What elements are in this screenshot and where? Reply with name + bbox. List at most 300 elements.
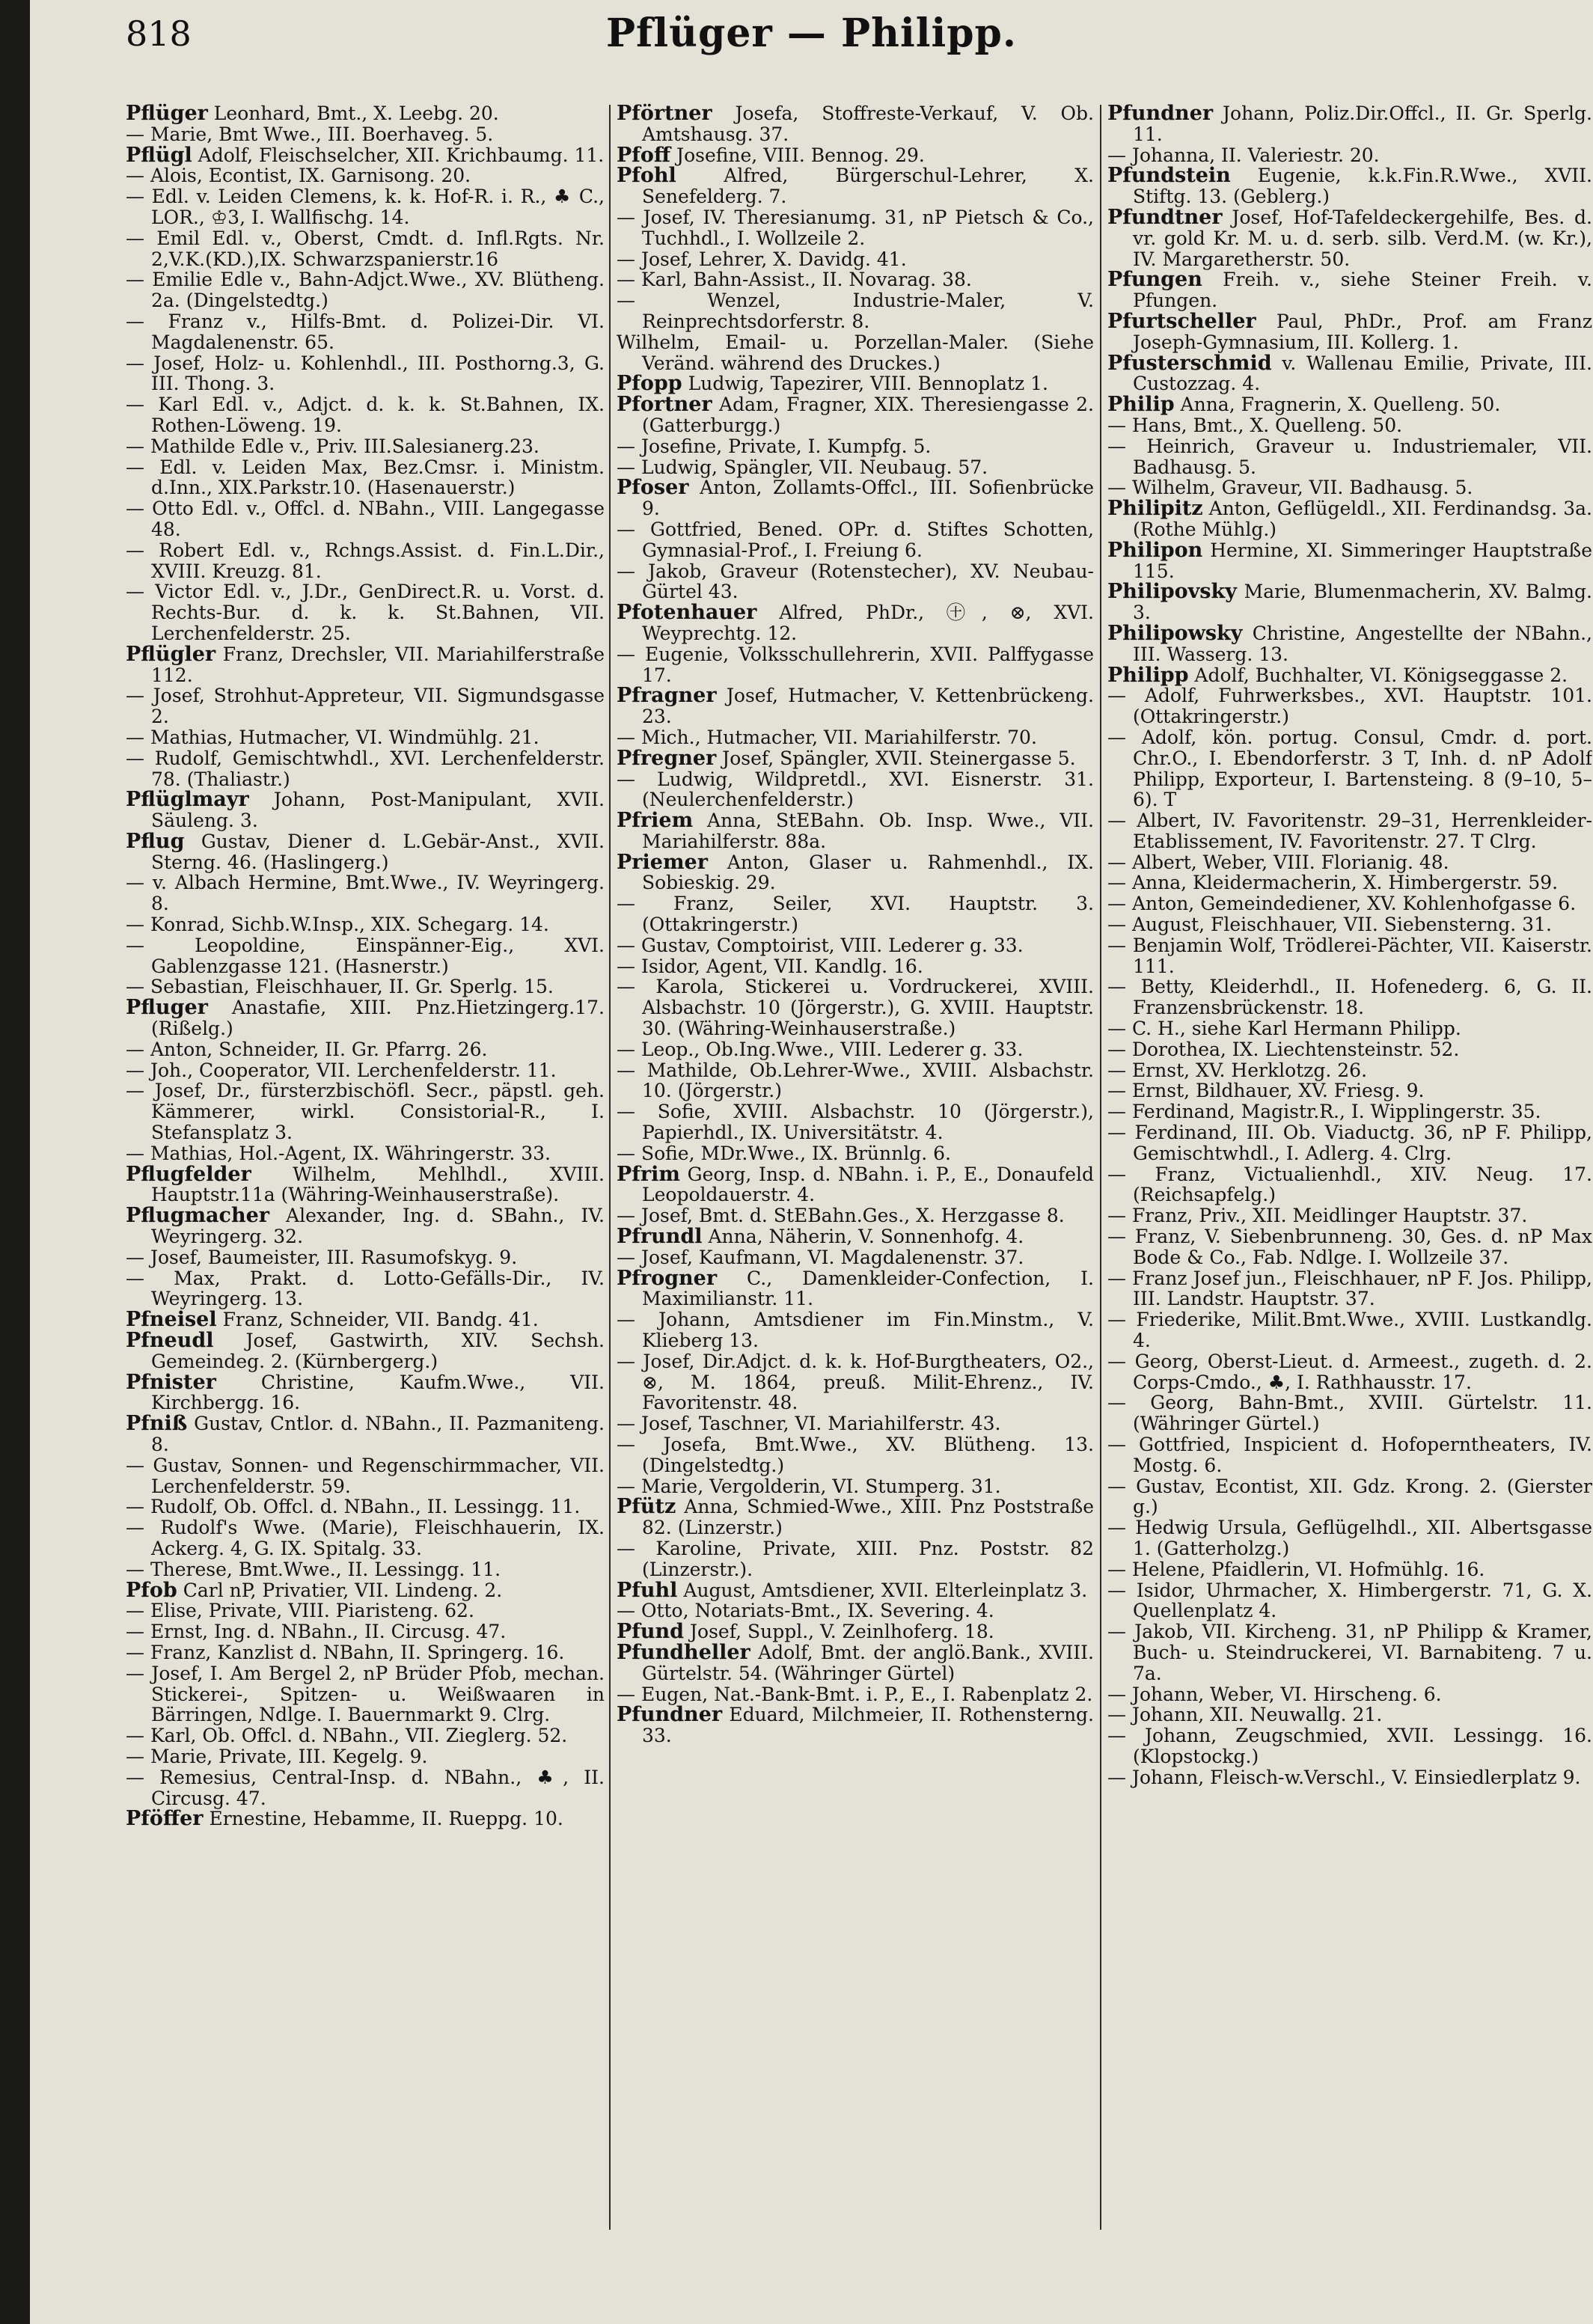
entry-details: v. Wallenau Emilie, Private, III. Custozzag. 4. bbox=[1133, 352, 1592, 395]
entry-details: — Leopoldine, Einspänner-Eig., XVI. Gablenzgasse 121. (Hasnerstr.) bbox=[126, 934, 605, 977]
entry-details: Josef, Hof-Tafeldeckergehilfe, Bes. d. vr. gold Kr. M. u. d. serb. silb. Verd.M. (w. Kr.), IV. Margaretherstr. 50. bbox=[1133, 206, 1592, 270]
directory-entry bbox=[1107, 1268, 1592, 1310]
directory-entry bbox=[126, 581, 605, 643]
entry-details: — Josef, IV. Theresianumg. 31, nP Pietsch & Co., Tuchhdl., I. Wollzeile 2. bbox=[617, 206, 1094, 249]
entry-details: — Jakob, Graveur (Rotenstecher), XV. Neubau-Gürtel 43. bbox=[617, 560, 1094, 603]
entry-surname: Pfneisel bbox=[126, 1308, 217, 1332]
directory-entry bbox=[617, 1538, 1094, 1580]
directory-entry bbox=[617, 1600, 1094, 1621]
entry-surname: Pfortner bbox=[617, 393, 712, 417]
directory-page bbox=[30, 0, 1593, 2324]
entry-surname: Pfrundl bbox=[617, 1225, 703, 1249]
entry-details: C., Damenkleider-Confection, I. Maximilianstr. 11. bbox=[642, 1267, 1094, 1310]
directory-entry bbox=[617, 1268, 1094, 1310]
entry-details: Eugenie, k.k.Fin.R.Wwe., XVII. Stiftg. 13. (Geblerg.) bbox=[1133, 165, 1592, 208]
entry-details: — Franz, V. Siebenbrunneng. 30, Ges. d. nP Max Bode & Co., Fab. Ndlge. I. Wollzeile 37. bbox=[1107, 1226, 1592, 1268]
entry-details: — Josef, Lehrer, X. Davidg. 41. bbox=[617, 248, 907, 270]
column-3 bbox=[1107, 103, 1592, 2311]
directory-entry bbox=[1107, 145, 1592, 166]
entry-details: — Friederike, Milit.Bmt.Wwe., XVIII. Lustkandlg. 4. bbox=[1107, 1309, 1592, 1352]
entry-details: — Eugen, Nat.-Bank-Bmt. i. P., E., I. Rabenplatz 2. bbox=[617, 1683, 1093, 1705]
directory-entry bbox=[617, 1642, 1094, 1684]
entry-details: — Max, Prakt. d. Lotto-Gefälls-Dir., IV. Weyringerg. 13. bbox=[126, 1267, 605, 1310]
directory-entry bbox=[126, 1413, 605, 1455]
entry-details: — Johann, Zeugschmied, XVII. Lessingg. 16. (Klopstockg.) bbox=[1107, 1725, 1592, 1767]
entry-surname: Pfniß bbox=[126, 1412, 188, 1436]
entry-details: — Karl, Ob. Offcl. d. NBahn., VII. Zieglerg. 52. bbox=[126, 1725, 568, 1747]
entry-details: — Otto, Notariats-Bmt., IX. Severing. 4. bbox=[617, 1600, 994, 1622]
entry-details: — Karoline, Private, XIII. Pnz. Poststr. 82 (Linzerstr.). bbox=[617, 1537, 1094, 1580]
directory-entry bbox=[1107, 665, 1592, 686]
entry-details: — Gustav, Comptoirist, VIII. Lederer g. 33. bbox=[617, 934, 1024, 956]
entry-surname: Philipovsky bbox=[1107, 580, 1237, 604]
entry-details: — Isidor, Uhrmacher, X. Himbergerstr. 71, G. X. Quellenplatz 4. bbox=[1107, 1579, 1592, 1622]
directory-entry bbox=[126, 1330, 605, 1372]
directory-entry bbox=[1107, 353, 1592, 395]
directory-entry bbox=[1107, 1351, 1592, 1393]
directory-entry bbox=[1107, 1621, 1592, 1684]
directory-entry bbox=[126, 394, 605, 436]
directory-entry bbox=[126, 1559, 605, 1580]
directory-entry bbox=[126, 1455, 605, 1497]
entry-details: — Leop., Ob.Ing.Wwe., VIII. Lederer g. 33. bbox=[617, 1038, 1024, 1060]
directory-entry bbox=[126, 103, 605, 124]
directory-entry bbox=[126, 311, 605, 353]
directory-entry bbox=[617, 207, 1094, 249]
entry-details: Adolf, Bmt. der anglö.Bank., XVIII. Gürtelstr. 54. (Währinger Gürtel) bbox=[642, 1641, 1094, 1684]
directory-entry bbox=[126, 1039, 605, 1060]
directory-entry bbox=[126, 831, 605, 873]
entry-details: Josef, Spängler, XVII. Steinergasse 5. bbox=[716, 747, 1076, 769]
entry-surname: Philipon bbox=[1107, 538, 1203, 562]
entry-details: — Josef, Taschner, VI. Mariahilferstr. 43. bbox=[617, 1413, 1001, 1435]
directory-entry bbox=[126, 748, 605, 790]
directory-entry bbox=[126, 186, 605, 228]
entry-surname: Pfund bbox=[617, 1620, 685, 1644]
entry-details: — Emilie Edle v., Bahn-Adjct.Wwe., XV. Blütheng. 2a. (Dingelstedtg.) bbox=[126, 269, 605, 312]
directory-entry bbox=[126, 685, 605, 727]
entry-surname: Pflüglmayr bbox=[126, 788, 249, 812]
directory-entry bbox=[617, 249, 1094, 270]
entry-details: Alfred, PhDr., ㊉, ⊗, XVI. Weyprechtg. 12. bbox=[642, 602, 1094, 644]
entry-details: Josef, Gastwirth, XIV. Sechsh. Gemeindeg. 2. (Kürnbergerg.) bbox=[151, 1330, 605, 1372]
entry-details: — Franz, Seiler, XVI. Hauptstr. 3. (Ottakringerstr.) bbox=[617, 893, 1094, 936]
entry-surname: Pfundstein bbox=[1107, 164, 1231, 188]
entry-details: — Anna, Kleidermacherin, X. Himbergerstr. 59. bbox=[1107, 872, 1559, 894]
entry-details: August, Amtsdiener, XVII. Elterleinplatz 3. bbox=[677, 1579, 1088, 1601]
entry-details: Gustav, Diener d. L.Gebär-Anst., XVII. Sterng. 46. (Haslingerg.) bbox=[151, 830, 605, 873]
entry-details: — Gustav, Econtist, XII. Gdz. Krong. 2. (Gierster g.) bbox=[1107, 1475, 1592, 1518]
entry-details: — Jakob, VII. Kircheng. 31, nP Philipp & Kramer, Buch- u. Steindruckerei, VI. Barnabiteng. 7 u. 7a. bbox=[1107, 1621, 1592, 1684]
directory-entry bbox=[126, 353, 605, 395]
entry-details: Adolf, Fleischselcher, XII. Krichbaumg. 11. bbox=[192, 144, 605, 166]
entry-details: Ernestine, Hebamme, II. Rueppg. 10. bbox=[203, 1808, 563, 1830]
entry-surname: Pförtner bbox=[617, 103, 712, 125]
entry-details: Eduard, Milchmeier, II. Rothensterng. 33. bbox=[642, 1704, 1094, 1747]
entry-surname: Pfoff bbox=[617, 143, 671, 167]
entry-details: — August, Fleischhauer, VII. Siebensterng. 31. bbox=[1107, 914, 1552, 936]
entry-surname: Pfohl bbox=[617, 164, 676, 188]
entry-details: — Mathilde, Ob.Lehrer-Wwe., XVIII. Alsbachstr. 10. (Jörgerstr.) bbox=[617, 1059, 1094, 1102]
entry-details: — Alois, Econtist, IX. Garnisong. 20. bbox=[126, 165, 471, 187]
directory-entry bbox=[617, 1205, 1094, 1226]
entry-details: — Josefine, Private, I. Kumpfg. 5. bbox=[617, 435, 932, 457]
entry-details: — Karl Edl. v., Adjct. d. k. k. St.Bahnen, IX. Rothen-Löweng. 19. bbox=[126, 394, 605, 436]
directory-entry bbox=[1107, 976, 1592, 1018]
directory-entry bbox=[617, 810, 1094, 852]
directory-entry bbox=[126, 1496, 605, 1517]
directory-entry bbox=[126, 789, 605, 831]
directory-entry bbox=[617, 1226, 1094, 1247]
entry-surname: Pfopp bbox=[617, 372, 682, 396]
directory-entry bbox=[126, 269, 605, 311]
column-rule bbox=[609, 105, 611, 2230]
directory-entry bbox=[126, 498, 605, 540]
directory-entry bbox=[1107, 103, 1592, 145]
directory-entry bbox=[617, 644, 1094, 686]
entry-surname: Pfneudl bbox=[126, 1329, 214, 1353]
entry-details: — Konrad, Sichb.W.Insp., XIX. Schegarg. 14. bbox=[126, 914, 549, 936]
entry-details: — Hedwig Ursula, Geflügelhdl., XII. Albertsgasse 1. (Gatterholzg.) bbox=[1107, 1517, 1592, 1559]
directory-entry bbox=[126, 124, 605, 145]
directory-entry bbox=[126, 1517, 605, 1559]
entry-details: Adolf, Buchhalter, VI. Königseggasse 2. bbox=[1188, 664, 1568, 686]
directory-entry bbox=[617, 373, 1094, 394]
entry-details: Franz, Drechsler, VII. Mariahilferstraße 112. bbox=[151, 643, 605, 686]
entry-details: — Franz, Victualienhdl., XIV. Neug. 17. (Reichsapfelg.) bbox=[1107, 1163, 1592, 1206]
entry-details: Josefa, Stoffreste-Verkauf, V. Ob. Amtshausg. 37. bbox=[642, 103, 1094, 145]
entry-details: Freih. v., siehe Steiner Freih. v. Pfungen. bbox=[1133, 269, 1592, 312]
entry-details: Wilhelm, Email- u. Porzellan-Maler. (Siehe Veränd. während des Druckes.) bbox=[617, 331, 1094, 374]
entry-details: — Ferdinand, III. Ob. Viaductg. 36, nP F. Philipp, Gemischtwhdl., I. Adlerg. 4. Clrg. bbox=[1107, 1122, 1592, 1164]
directory-entry bbox=[617, 145, 1094, 166]
directory-entry bbox=[617, 103, 1094, 145]
directory-entry bbox=[1107, 1226, 1592, 1268]
entry-surname: Pflug bbox=[126, 829, 185, 853]
entry-details: — Wilhelm, Graveur, VII. Badhausg. 5. bbox=[1107, 477, 1473, 499]
entry-surname: Pfriem bbox=[617, 809, 694, 833]
entry-details: Anton, Zollamts-Offcl., III. Sofienbrücke 9. bbox=[642, 477, 1094, 520]
entry-details: — Robert Edl. v., Rchngs.Assist. d. Fin.L.Dir., XVIII. Kreuzg. 81. bbox=[126, 539, 605, 582]
directory-entry bbox=[1107, 1060, 1592, 1081]
directory-entry bbox=[126, 914, 605, 935]
directory-entry bbox=[1107, 1476, 1592, 1518]
entry-details: Josef, Hutmacher, V. Kettenbrückeng. 23. bbox=[642, 685, 1094, 728]
entry-details: — Otto Edl. v., Offcl. d. NBahn., VIII. Langegasse 48. bbox=[126, 498, 605, 540]
directory-entry bbox=[617, 457, 1094, 478]
entry-details: — Franz v., Hilfs-Bmt. d. Polizei-Dir. VI. Magdalenenstr. 65. bbox=[126, 310, 605, 353]
entry-details: — Albert, IV. Favoritenstr. 29–31, Herrenkleider-Etablissement, IV. Favoritenstr. 27. T Clrg. bbox=[1107, 810, 1592, 852]
entry-surname: Philipitz bbox=[1107, 497, 1203, 521]
entry-details: — Johann, Weber, VI. Hirscheng. 6. bbox=[1107, 1683, 1442, 1705]
entry-details: — Therese, Bmt.Wwe., II. Lessingg. 11. bbox=[126, 1558, 501, 1580]
directory-entry bbox=[617, 561, 1094, 603]
directory-entry bbox=[126, 1663, 605, 1725]
entry-details: — Joh., Cooperator, VII. Lerchenfelderstr. 11. bbox=[126, 1059, 557, 1081]
entry-details: — Josef, I. Am Bergel 2, nP Brüder Pfob, mechan. Stickerei-, Spitzen- u. Weißwaaren in Bärringen, Ndlge. I. Bauernmarkt 9. Clrg. bbox=[126, 1662, 605, 1726]
directory-entry bbox=[617, 1164, 1094, 1206]
entry-details: — Heinrich, Graveur u. Industriemaler, VII. Badhausg. 5. bbox=[1107, 435, 1592, 478]
entry-details: Carl nP, Privatier, VII. Lindeng. 2. bbox=[177, 1579, 503, 1601]
entry-details: — Franz Josef jun., Fleischhauer, nP F. Jos. Philipp, III. Landstr. Hauptstr. 37. bbox=[1107, 1267, 1592, 1310]
directory-entry bbox=[617, 394, 1094, 436]
entry-details: — Ferdinand, Magistr.R., I. Wipplingerstr. 35. bbox=[1107, 1101, 1541, 1123]
directory-entry bbox=[1107, 852, 1592, 873]
entry-details: — Helene, Pfaidlerin, VI. Hofmühlg. 16. bbox=[1107, 1558, 1485, 1580]
directory-entry bbox=[1107, 207, 1592, 269]
directory-entry bbox=[617, 1039, 1094, 1060]
directory-entry bbox=[126, 1808, 605, 1829]
entry-details: — Wenzel, Industrie-Maler, V. Reinprechtsdorferstr. 8. bbox=[617, 290, 1094, 332]
directory-entry bbox=[617, 1060, 1094, 1102]
entry-details: — Franz, Priv., XII. Meidlinger Hauptstr. 37. bbox=[1107, 1205, 1528, 1227]
directory-entry bbox=[126, 1164, 605, 1206]
directory-entry bbox=[617, 1621, 1094, 1642]
entry-details: — Karl, Bahn-Assist., II. Novarag. 38. bbox=[617, 269, 972, 291]
entry-details: — Gustav, Sonnen- und Regenschirmmacher, VII. Lerchenfelderstr. 59. bbox=[126, 1454, 605, 1497]
entry-details: — Remesius, Central-Insp. d. NBahn., ♣, II. Circusg. 47. bbox=[126, 1766, 605, 1809]
directory-entry bbox=[1107, 1039, 1592, 1060]
directory-entry bbox=[1107, 581, 1592, 623]
entry-details: Anton, Glaser u. Rahmenhdl., IX. Sobieskig. 29. bbox=[642, 851, 1094, 894]
directory-entry bbox=[126, 1600, 605, 1621]
entry-details: — Emil Edl. v., Oberst, Cmdt. d. Infl.Rgts. Nr. 2,V.K.(KD.),IX. Schwarzspanierstr.16 bbox=[126, 227, 605, 270]
directory-entry bbox=[1107, 394, 1592, 415]
entry-details: Johann, Poliz.Dir.Offcl., II. Gr. Sperlg. 11. bbox=[1133, 103, 1592, 145]
directory-entry bbox=[1107, 685, 1592, 727]
directory-entry bbox=[126, 1767, 605, 1809]
entry-surname: Pfundner bbox=[1107, 103, 1214, 125]
directory-entry bbox=[1107, 1725, 1592, 1767]
directory-entry bbox=[617, 602, 1094, 644]
entry-details: — Josefa, Bmt.Wwe., XV. Blütheng. 13. (Dingelstedtg.) bbox=[617, 1434, 1094, 1476]
entry-details: — Josef, Dir.Adjct. d. k. k. Hof-Burgtheaters, O2., ⊗, M. 1864, preuß. Milit-Ehrenz., IV. Favoritenstr. 48. bbox=[617, 1350, 1094, 1414]
directory-entry bbox=[1107, 1080, 1592, 1101]
entry-surname: Pflugfelder bbox=[126, 1162, 251, 1186]
entry-surname: Pfob bbox=[126, 1578, 177, 1602]
entry-surname: Pfundtner bbox=[1107, 205, 1223, 229]
directory-entry bbox=[1107, 914, 1592, 935]
entry-surname: Philipowsky bbox=[1107, 621, 1243, 645]
directory-entry bbox=[1107, 498, 1592, 540]
entry-details: — Anton, Gemeindediener, XV. Kohlenhofgasse 6. bbox=[1107, 893, 1577, 915]
entry-details: Marie, Blumenmacherin, XV. Balmg. 3. bbox=[1133, 581, 1592, 624]
directory-entry bbox=[126, 165, 605, 186]
page-number: 818 bbox=[126, 13, 192, 54]
entry-details: — Ludwig, Spängler, VII. Neubaug. 57. bbox=[617, 456, 988, 478]
directory-entry bbox=[126, 228, 605, 270]
entry-surname: Pfungen bbox=[1107, 268, 1202, 292]
entry-details: Christine, Angestellte der NBahn., III. Wasserg. 13. bbox=[1133, 622, 1592, 665]
directory-entry bbox=[1107, 623, 1592, 665]
entry-details: — Mathias, Hutmacher, VI. Windmühlg. 21. bbox=[126, 726, 539, 748]
entry-details: Christine, Kaufm.Wwe., VII. Kirchbergg. 16. bbox=[151, 1371, 605, 1414]
directory-entry bbox=[1107, 1684, 1592, 1705]
directory-entry bbox=[1107, 311, 1592, 353]
entry-details: Anton, Geflügeldl., XII. Ferdinandsg. 3a. (Rothe Mühlg.) bbox=[1133, 498, 1592, 540]
entry-details: — Gottfried, Bened. OPr. d. Stiftes Schotten, Gymnasial-Prof., I. Freiung 6. bbox=[617, 518, 1094, 561]
directory-entry bbox=[1107, 1559, 1592, 1580]
entry-surname: Pfotenhauer bbox=[617, 601, 757, 625]
entry-details: — Johanna, II. Valeriestr. 20. bbox=[1107, 144, 1380, 166]
entry-details: — Mathias, Hol.-Agent, IX. Währingerstr. 33. bbox=[126, 1142, 551, 1164]
entry-details: — Josef, Kaufmann, VI. Magdalenenstr. 37. bbox=[617, 1246, 1024, 1268]
entry-details: Adam, Fragner, XIX. Theresiengasse 2. (Gatterburgg.) bbox=[642, 394, 1094, 436]
entry-details: — Mich., Hutmacher, VII. Mariahilferstr. 70. bbox=[617, 726, 1037, 748]
entry-surname: Pfurtscheller bbox=[1107, 309, 1256, 333]
entry-details: — Sebastian, Fleischhauer, II. Gr. Sperlg. 15. bbox=[126, 976, 554, 998]
entry-surname: Pfluger bbox=[126, 996, 208, 1020]
directory-entry bbox=[1107, 1101, 1592, 1122]
directory-entry bbox=[617, 1247, 1094, 1268]
directory-entry bbox=[617, 332, 1094, 374]
directory-entry bbox=[126, 1580, 605, 1601]
directory-entry bbox=[617, 1580, 1094, 1601]
entry-details: — Isidor, Agent, VII. Kandlg. 16. bbox=[617, 955, 923, 977]
entry-details: Anna, StEBahn. Ob. Insp. Wwe., VII. Mariahilferstr. 88a. bbox=[642, 810, 1094, 852]
entry-details: — Dorothea, IX. Liechtensteinstr. 52. bbox=[1107, 1038, 1460, 1060]
directory-entry bbox=[1107, 1122, 1592, 1164]
column-2 bbox=[617, 103, 1094, 2311]
directory-entry bbox=[126, 1143, 605, 1164]
entry-surname: Pflügler bbox=[126, 642, 216, 666]
directory-entry bbox=[617, 935, 1094, 956]
entry-details: — Victor Edl. v., J.Dr., GenDirect.R. u. Vorst. d. Rechts-Bur. d. k. k. St.Bahnen, VII. Lerchenfelderstr. 25. bbox=[126, 581, 605, 644]
directory-entry bbox=[1107, 1704, 1592, 1725]
entry-details: Alexander, Ing. d. SBahn., IV. Weyringerg. 32. bbox=[151, 1205, 605, 1248]
entry-details: — Marie, Private, III. Kegelg. 9. bbox=[126, 1745, 428, 1767]
entry-details: Paul, PhDr., Prof. am Franz Joseph-Gymnasium, III. Kollerg. 1. bbox=[1133, 310, 1592, 353]
directory-entry bbox=[617, 727, 1094, 748]
entry-details: — Anton, Schneider, II. Gr. Pfarrg. 26. bbox=[126, 1038, 488, 1060]
directory-entry bbox=[126, 457, 605, 499]
entry-surname: Pflügl bbox=[126, 143, 192, 167]
entry-details: — Betty, Kleiderhdl., II. Hofenederg. 6, G. II. Franzensbrückenstr. 18. bbox=[1107, 976, 1592, 1019]
directory-entry bbox=[126, 1642, 605, 1663]
directory-entry bbox=[617, 290, 1094, 332]
directory-entry bbox=[126, 935, 605, 977]
entry-details: — Marie, Bmt Wwe., III. Boerhaveg. 5. bbox=[126, 123, 494, 145]
entry-details: — Rudolf's Wwe. (Marie), Fleischhauerin, IX. Ackerg. 4, G. IX. Spitalg. 33. bbox=[126, 1517, 605, 1559]
entry-surname: Philipp bbox=[1107, 663, 1189, 687]
directory-entry bbox=[1107, 893, 1592, 914]
directory-entry bbox=[617, 165, 1094, 207]
entry-details: Franz, Schneider, VII. Bandg. 41. bbox=[216, 1309, 539, 1331]
directory-entry bbox=[617, 1496, 1094, 1538]
entry-details: Hermine, XI. Simmeringer Hauptstraße 115. bbox=[1133, 539, 1592, 582]
directory-entry bbox=[1107, 872, 1592, 893]
entry-surname: Pfnister bbox=[126, 1370, 216, 1394]
entry-surname: Pföffer bbox=[126, 1807, 204, 1831]
directory-entry bbox=[617, 1309, 1094, 1351]
directory-entry bbox=[1107, 1434, 1592, 1476]
directory-entry bbox=[126, 976, 605, 997]
entry-surname: Philip bbox=[1107, 393, 1175, 417]
entry-details: — Karola, Stickerei u. Vordruckerei, XVIII. Alsbachstr. 10 (Jörgerstr.), G. XVIII. Hauptstr. 30. (Währing-Weinhauserstraße.) bbox=[617, 976, 1094, 1040]
entry-details: Johann, Post-Manipulant, XVII. Säuleng. 3. bbox=[151, 789, 605, 832]
directory-entry bbox=[1107, 1580, 1592, 1622]
directory-entry bbox=[126, 644, 605, 686]
entry-surname: Pfrogner bbox=[617, 1266, 718, 1290]
directory-entry bbox=[126, 1268, 605, 1310]
entry-details: — Benjamin Wolf, Trödlerei-Pächter, VII. Kaiserstr. 111. bbox=[1107, 934, 1592, 977]
directory-entry bbox=[617, 769, 1094, 811]
entry-details: — Josef, Bmt. d. StEBahn.Ges., X. Herzgasse 8. bbox=[617, 1205, 1065, 1227]
entry-details: — Rudolf, Gemischtwhdl., XVI. Lerchenfelderstr. 78. (Thaliastr.) bbox=[126, 747, 605, 790]
directory-entry bbox=[617, 1684, 1094, 1705]
entry-details: — Ludwig, Wildpretdl., XVI. Eisnerstr. 31. (Neulerchenfelderstr.) bbox=[617, 768, 1094, 811]
entry-details: Anna, Näherin, V. Sonnenhofg. 4. bbox=[702, 1226, 1024, 1248]
directory-entry bbox=[1107, 1018, 1592, 1039]
directory-entry bbox=[1107, 810, 1592, 852]
entry-details: — Ernst, Bildhauer, XV. Friesg. 9. bbox=[1107, 1080, 1425, 1102]
directory-entry bbox=[617, 748, 1094, 769]
directory-entry bbox=[1107, 269, 1592, 311]
entry-details: — Ernst, XV. Herklotzg. 26. bbox=[1107, 1059, 1368, 1081]
directory-entry bbox=[126, 1080, 605, 1143]
column-1 bbox=[126, 103, 605, 2311]
entry-details: — Gottfried, Inspicient d. Hofoperntheaters, IV. Mostg. 6. bbox=[1107, 1434, 1592, 1476]
directory-entry bbox=[126, 1725, 605, 1746]
entry-surname: Pfoser bbox=[617, 476, 689, 500]
entry-surname: Pfütz bbox=[617, 1495, 676, 1519]
entry-details: — Mathilde Edle v., Priv. III.Salesianerg.23. bbox=[126, 435, 539, 457]
column-rule bbox=[1100, 105, 1101, 2230]
directory-entry bbox=[1107, 415, 1592, 436]
entry-details: Wilhelm, Mehlhdl., XVIII. Hauptstr.11a (Währing-Weinhauserstraße). bbox=[151, 1163, 605, 1206]
entry-details: — Johann, Amtsdiener im Fin.Minstm., V. Klieberg 13. bbox=[617, 1309, 1094, 1352]
directory-entry bbox=[1107, 540, 1592, 582]
directory-entry bbox=[126, 727, 605, 748]
entry-details: — Franz, Kanzlist d. NBahn, II. Springerg. 16. bbox=[126, 1641, 565, 1663]
directory-entry bbox=[1107, 165, 1592, 207]
entry-surname: Pfusterschmid bbox=[1107, 351, 1272, 375]
entry-details: — Josef, Dr., fürsterzbischöfl. Secr., päpstl. geh. Kämmerer, wirkl. Consistorial-R., I. Stefansplatz 3. bbox=[126, 1080, 605, 1144]
entry-details: — Edl. v. Leiden Max, Bez.Cmsr. i. Ministm. d.Inn., XIX.Parkstr.10. (Hasenauerstr.) bbox=[126, 456, 605, 499]
entry-surname: Pfuhl bbox=[617, 1578, 678, 1602]
entry-details: — Albert, Weber, VIII. Florianig. 48. bbox=[1107, 851, 1449, 873]
entry-details: Anna, Fragnerin, X. Quelleng. 50. bbox=[1174, 394, 1501, 416]
entry-details: — Josef, Holz- u. Kohlenhdl., III. Posthorng.3, G. III. Thong. 3. bbox=[126, 352, 605, 395]
directory-entry bbox=[126, 1060, 605, 1081]
entry-details: — Sofie, MDr.Wwe., IX. Brünnlg. 6. bbox=[617, 1142, 951, 1164]
directory-entry bbox=[617, 1101, 1094, 1143]
directory-entry bbox=[126, 1309, 605, 1330]
entry-details: — Adolf, Fuhrwerksbes., XVI. Hauptstr. 101. (Ottakringerstr.) bbox=[1107, 685, 1592, 728]
directory-entry bbox=[126, 1621, 605, 1642]
directory-entry bbox=[617, 1704, 1094, 1746]
entry-details: — Georg, Bahn-Bmt., XVIII. Gürtelstr. 11. (Währinger Gürtel.) bbox=[1107, 1392, 1592, 1435]
entry-details: — Johann, XII. Neuwallg. 21. bbox=[1107, 1704, 1383, 1726]
directory-entry bbox=[126, 436, 605, 457]
entry-details: — Adolf, kön. portug. Consul, Cmdr. d. port. Chr.O., I. Ebendorferstr. 3 T, Inh. d. nP Adolf Philipp, Exporteur, I. Bartensteing. 8 (9–10, 5–6). T bbox=[1107, 726, 1592, 811]
entry-details: — Eugenie, Volksschullehrerin, XVII. Palffygasse 17. bbox=[617, 643, 1094, 686]
directory-entry bbox=[617, 519, 1094, 561]
entry-details: — Ernst, Ing. d. NBahn., II. Circusg. 47. bbox=[126, 1621, 507, 1643]
directory-entry bbox=[617, 1143, 1094, 1164]
entry-surname: Pfrim bbox=[617, 1162, 680, 1186]
directory-entry bbox=[617, 1351, 1094, 1413]
directory-entry bbox=[617, 1434, 1094, 1476]
entry-details: Gustav, Cntlor. d. NBahn., II. Pazmaniteng. 8. bbox=[151, 1413, 605, 1455]
directory-entry bbox=[1107, 1205, 1592, 1226]
entry-details: — Marie, Vergolderin, VI. Stumperg. 31. bbox=[617, 1475, 1001, 1497]
entry-details: Josef, Suppl., V. Zeinlhoferg. 18. bbox=[684, 1621, 994, 1643]
directory-entry bbox=[126, 1372, 605, 1414]
directory-entry bbox=[617, 477, 1094, 519]
directory-entry bbox=[1107, 727, 1592, 810]
entry-details: — Josef, Baumeister, III. Rasumofskyg. 9. bbox=[126, 1246, 518, 1268]
